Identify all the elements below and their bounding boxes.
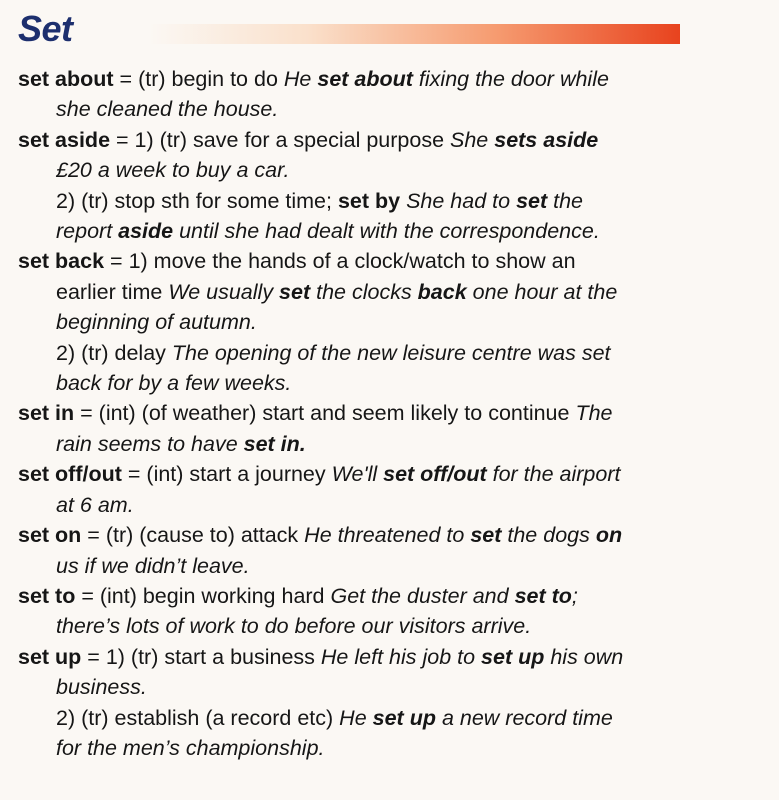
example-text: fixing the door while bbox=[412, 67, 609, 91]
definition-text: = 1) (tr) start a business bbox=[81, 644, 321, 669]
definition-text: 2) (tr) stop sth for some time; bbox=[56, 188, 338, 213]
definition-text: = (tr) begin to do bbox=[113, 67, 284, 91]
example-text: He left his job to bbox=[320, 644, 482, 669]
example-keyword: set up bbox=[372, 705, 436, 730]
definition-text: = (int) begin working hard bbox=[75, 583, 331, 608]
example-text: for the men’s championship. bbox=[56, 735, 325, 760]
phrasal-verb-list bbox=[18, 64, 698, 763]
definition-text: 2) (tr) delay bbox=[56, 340, 172, 365]
entry-first-line bbox=[18, 246, 698, 276]
entry-first-line bbox=[18, 520, 698, 550]
entry-continuation-line bbox=[18, 672, 698, 702]
example-text: rain seems to have bbox=[56, 431, 244, 456]
dictionary-entry bbox=[18, 246, 698, 398]
example-text: £20 a week to buy a car. bbox=[56, 158, 290, 183]
example-keyword: set bbox=[516, 188, 548, 213]
example-keyword: back bbox=[417, 279, 467, 304]
example-text: ; bbox=[571, 583, 578, 608]
example-text: report bbox=[56, 219, 119, 244]
example-text: He bbox=[283, 67, 318, 91]
dictionary-entry bbox=[18, 398, 698, 459]
example-text: She bbox=[450, 127, 495, 152]
title-gradient-bar bbox=[148, 24, 680, 44]
example-text: there’s lots of work to do before our visitors arrive. bbox=[56, 614, 532, 639]
dictionary-entry bbox=[18, 642, 698, 764]
example-text: us if we didn’t leave. bbox=[56, 553, 250, 578]
entry-first-line bbox=[18, 459, 698, 489]
entry-continuation-line bbox=[18, 277, 698, 307]
example-text: The opening of the new leisure centre was set bbox=[171, 340, 611, 365]
example-text: one hour at the bbox=[466, 279, 618, 304]
example-text: for the airport bbox=[486, 462, 621, 487]
entry-continuation-line bbox=[18, 611, 698, 641]
entry-continuation-line bbox=[18, 94, 698, 124]
definition-text: = (tr) (cause to) attack bbox=[81, 523, 305, 548]
example-keyword: set bbox=[279, 279, 311, 304]
entry-continuation-line bbox=[18, 490, 698, 520]
example-text: she cleaned the house. bbox=[56, 97, 279, 122]
example-keyword: sets aside bbox=[494, 127, 599, 152]
entry-continuation-line bbox=[18, 155, 698, 185]
example-keyword: aside bbox=[118, 219, 174, 244]
example-keyword: set bbox=[470, 523, 502, 548]
example-text: the dogs bbox=[501, 523, 596, 548]
example-text: his own bbox=[544, 644, 624, 669]
dictionary-entry bbox=[18, 581, 698, 642]
example-text: back for by a few weeks. bbox=[56, 371, 292, 396]
definition-text: earlier time bbox=[56, 279, 169, 304]
example-text: business. bbox=[56, 675, 147, 700]
definition-text: = (int) (of weather) start and seem likely to continue bbox=[74, 401, 576, 426]
example-text: a new record time bbox=[435, 705, 613, 730]
example-text: She had to bbox=[400, 188, 517, 213]
synonym-keyword: set by bbox=[337, 188, 401, 213]
definition-text: = 1) (tr) save for a special purpose bbox=[110, 127, 450, 152]
definition-text: = 1) move the hands of a clock/watch to show an bbox=[104, 249, 576, 274]
example-keyword: set off/out bbox=[383, 462, 487, 487]
example-text: beginning of autumn. bbox=[56, 310, 257, 335]
dictionary-entry bbox=[18, 64, 698, 125]
entry-first-line bbox=[18, 64, 698, 94]
section-title: Set bbox=[18, 8, 73, 49]
entry-continuation-line bbox=[18, 733, 698, 763]
example-keyword: on bbox=[595, 523, 623, 548]
entry-continuation-line bbox=[18, 551, 698, 581]
example-text: Get the duster and bbox=[330, 583, 515, 608]
example-keyword: set about bbox=[317, 67, 413, 91]
entry-first-line bbox=[18, 398, 698, 428]
headword: set up bbox=[18, 644, 82, 669]
dictionary-entry bbox=[18, 125, 698, 247]
example-text: He threatened to bbox=[304, 523, 471, 548]
entry-continuation-line bbox=[18, 703, 698, 733]
example-text: He bbox=[339, 705, 373, 730]
dictionary-entry bbox=[18, 459, 698, 520]
headword: set in bbox=[18, 401, 75, 426]
example-text: We'll bbox=[331, 462, 384, 487]
entry-continuation-line bbox=[18, 429, 698, 459]
example-text: the bbox=[547, 188, 584, 213]
entry-first-line bbox=[18, 642, 698, 672]
entry-continuation-line bbox=[18, 368, 698, 398]
example-keyword: set up bbox=[481, 644, 545, 669]
definition-text: = (int) start a journey bbox=[121, 462, 332, 487]
example-text: until she had dealt with the correspondence. bbox=[173, 219, 600, 244]
entry-continuation-line bbox=[18, 307, 698, 337]
entry-continuation-line bbox=[18, 186, 698, 216]
headword: set on bbox=[18, 523, 82, 548]
section-header bbox=[18, 6, 688, 56]
headword: set about bbox=[18, 67, 114, 91]
example-text: the clocks bbox=[310, 279, 418, 304]
example-text: We usually bbox=[168, 279, 280, 304]
example-text: at 6 am. bbox=[56, 492, 134, 517]
example-keyword: set to bbox=[514, 583, 572, 608]
headword: set aside bbox=[18, 127, 111, 152]
entry-continuation-line bbox=[18, 338, 698, 368]
dictionary-entry bbox=[18, 520, 698, 581]
entry-continuation-line bbox=[18, 216, 698, 246]
headword: set off/out bbox=[18, 462, 122, 487]
example-keyword: set in. bbox=[243, 431, 306, 456]
definition-text: 2) (tr) establish (a record etc) bbox=[56, 705, 340, 730]
entry-first-line bbox=[18, 125, 698, 155]
headword: set to bbox=[18, 583, 76, 608]
example-text: The bbox=[575, 401, 613, 426]
headword: set back bbox=[18, 249, 105, 274]
entry-first-line bbox=[18, 581, 698, 611]
